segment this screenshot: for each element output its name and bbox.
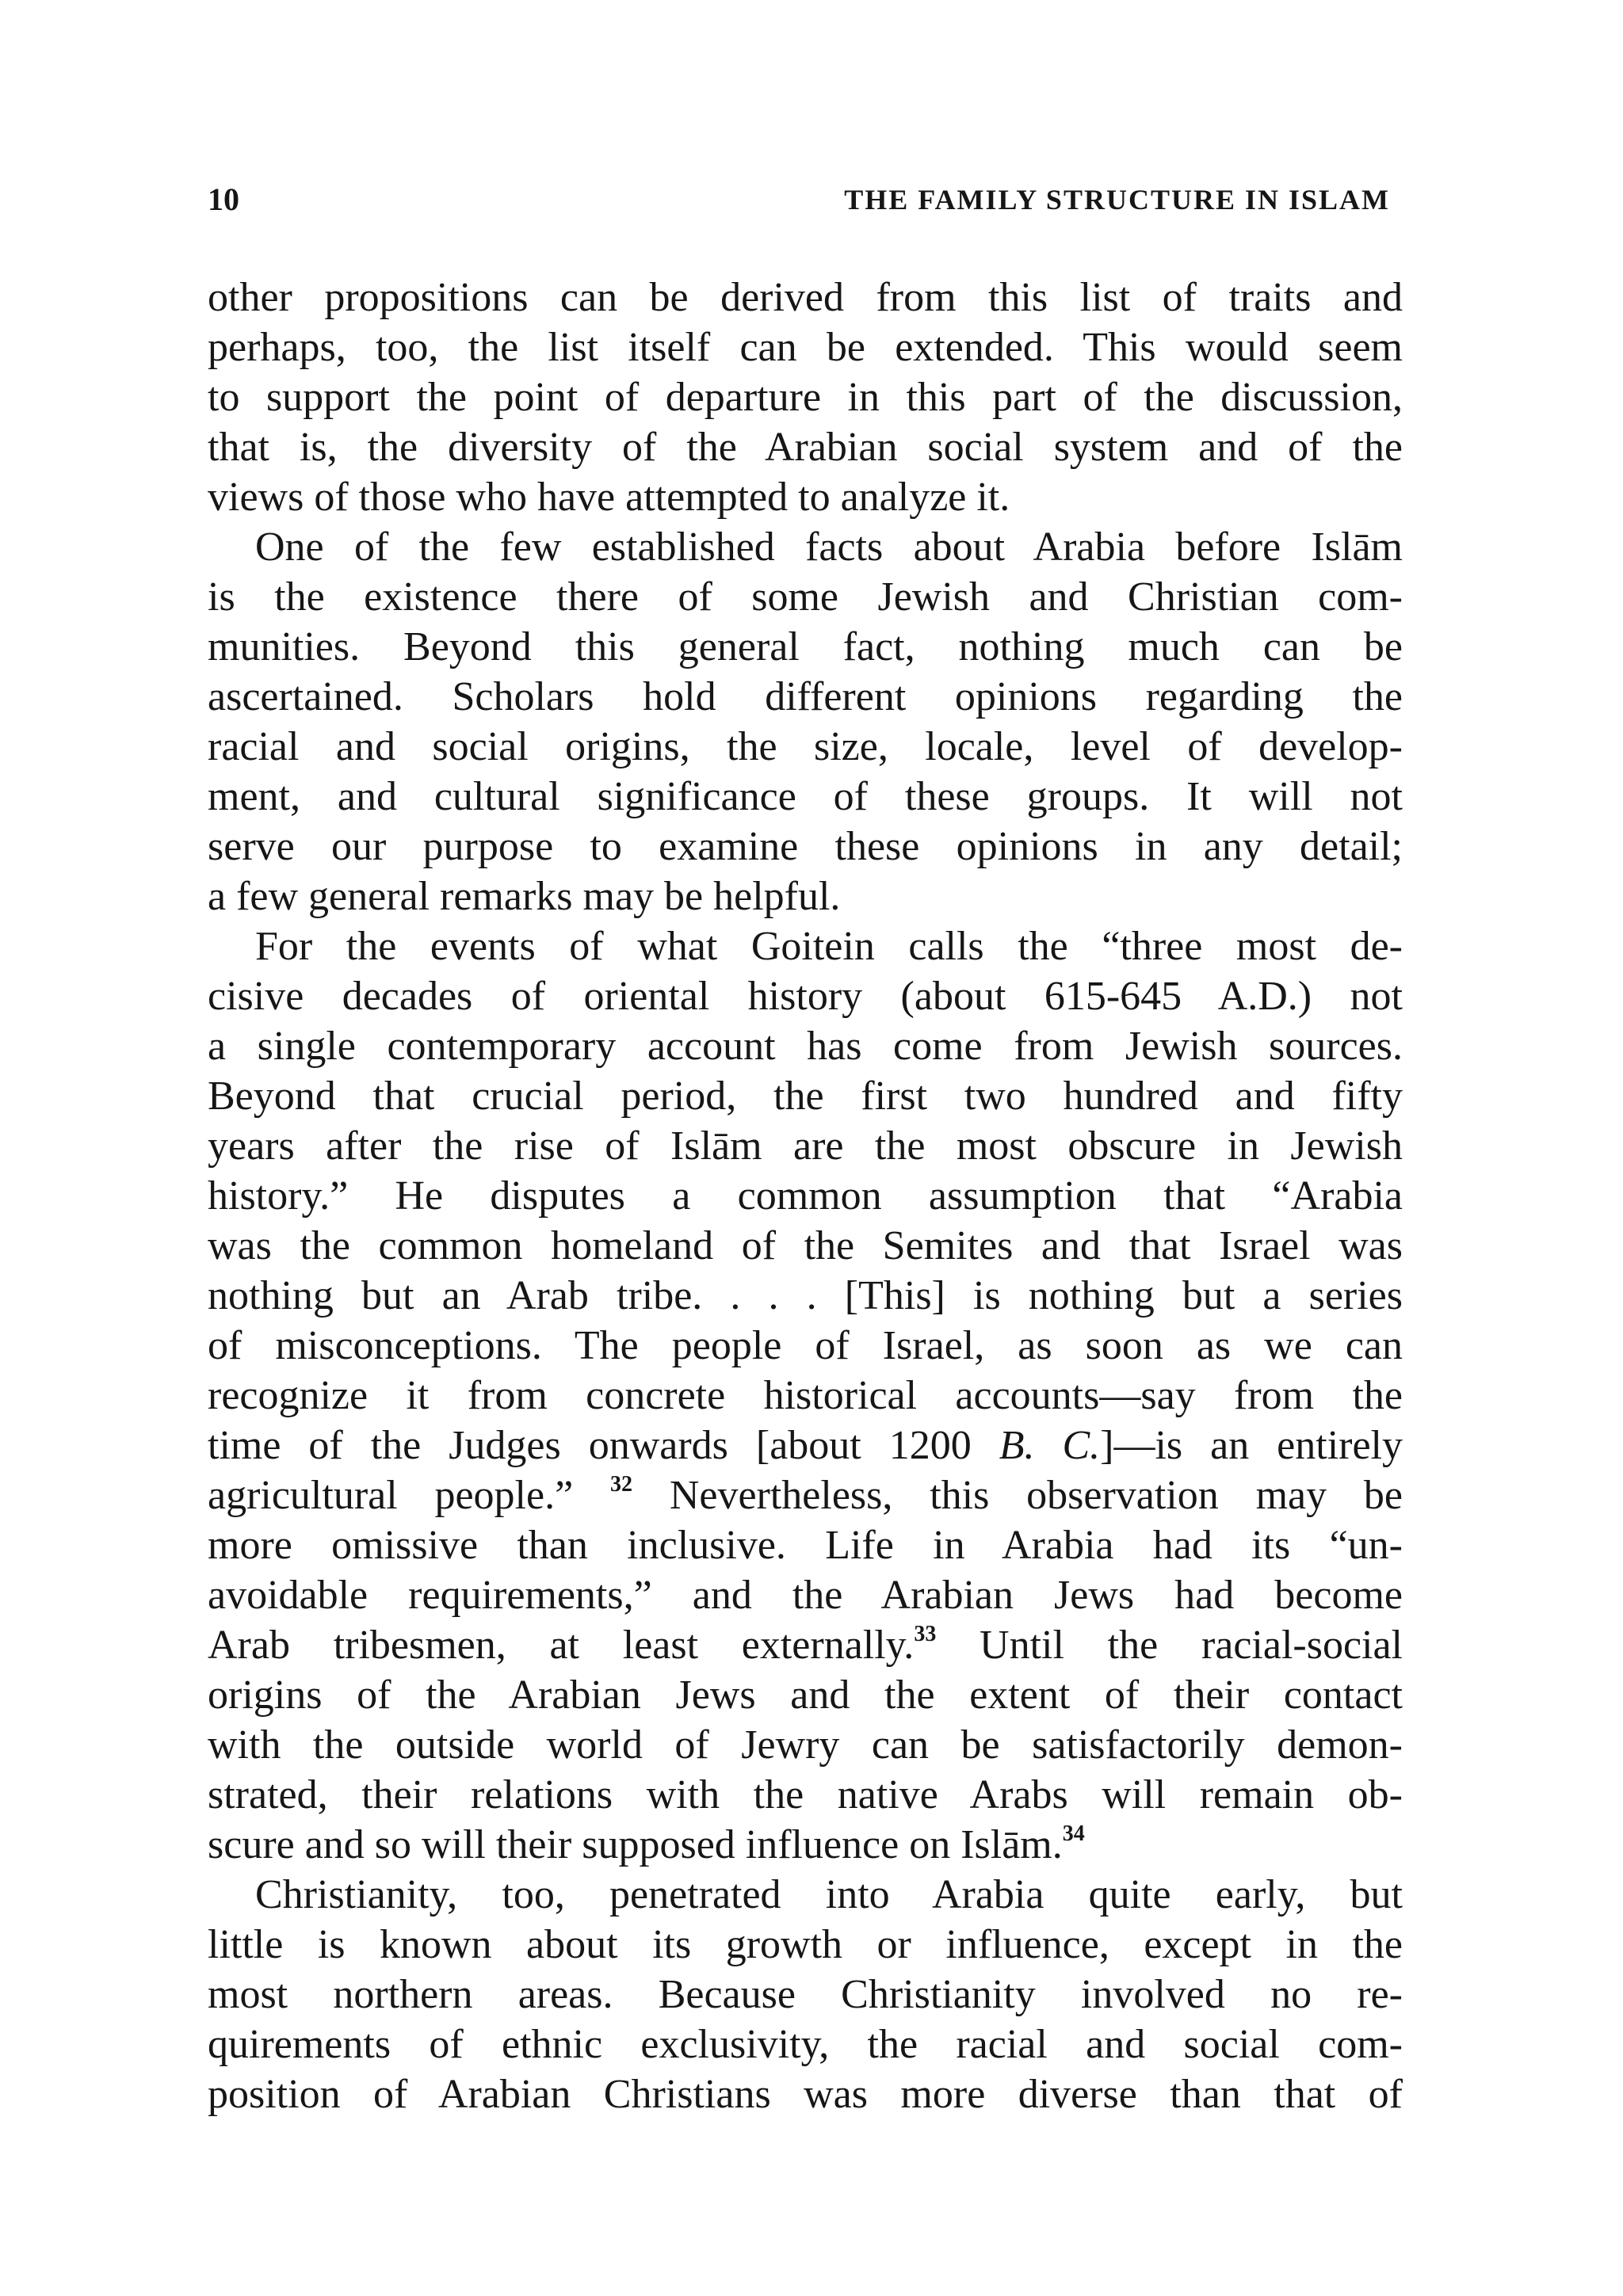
text-line: position of Arabian Christians was more diverse than that of xyxy=(208,2072,1403,2117)
text-line: Christianity, too, penetrated into Arabia quite early, but xyxy=(255,1872,1403,1917)
text-line: was the common homeland of the Semites and that Israel was xyxy=(208,1223,1403,1268)
text-line: with the outside world of Jewry can be satisfactorily demon- xyxy=(208,1722,1403,1768)
text-line: other propositions can be derived from this list of traits and xyxy=(208,275,1403,320)
footnote-ref: 33 xyxy=(914,1622,937,1646)
running-head xyxy=(208,176,1390,223)
text-line: agricultural people.” $^{32}$ Nevertheless, this observation may be xyxy=(208,1472,1403,1518)
paragraph xyxy=(208,522,1403,921)
text-line: time of the Judges onwards [about 1200 B. C.]—is an entirely xyxy=(208,1423,1403,1468)
text-line: strated, their relations with the native Arabs will remain ob- xyxy=(208,1772,1403,1817)
text-line: to support the point of departure in this part of the discussion, xyxy=(208,375,1403,420)
text-line: quirements of ethnic exclusivity, the racial and social com- xyxy=(208,2022,1403,2067)
text-line: racial and social origins, the size, locale, level of develop- xyxy=(208,724,1403,769)
running-title: THE FAMILY STRUCTURE IN ISLAM xyxy=(844,184,1390,215)
paragraph xyxy=(208,921,1403,1870)
text-line: For the events of what Goitein calls the “three most de- xyxy=(255,924,1403,969)
text-line: is the existence there of some Jewish and Christian com- xyxy=(208,574,1403,620)
page-number: 10 xyxy=(208,181,239,217)
text-line: most northern areas. Because Christianity involved no re- xyxy=(208,1972,1403,2017)
text-line: Beyond that crucial period, the first two hundred and fifty xyxy=(208,1074,1403,1119)
text-line: ascertained. Scholars hold different opinions regarding the xyxy=(208,674,1403,719)
footnote-ref: 32 xyxy=(610,1472,632,1497)
text-line: years after the rise of Islām are the most obscure in Jewish xyxy=(208,1123,1403,1169)
body-text xyxy=(208,273,1403,2119)
text-line: perhaps, too, the list itself can be extended. This would seem xyxy=(208,325,1403,370)
text-line: avoidable requirements,” and the Arabian Jews had become xyxy=(208,1573,1403,1618)
text-line: Arab tribesmen, at least externally.$^{33}$ Until the racial-social xyxy=(208,1622,1403,1668)
paragraph xyxy=(208,273,1403,522)
text-line: that is, the diversity of the Arabian social system and of the xyxy=(208,425,1403,470)
text-line: scure and so will their supposed influence on Islām.$^{34}$ xyxy=(208,1821,1085,1867)
footnote-ref: 34 xyxy=(1062,1821,1085,1846)
text-line: origins of the Arabian Jews and the extent of their contact xyxy=(208,1672,1403,1718)
text-line: a single contemporary account has come from Jewish sources. xyxy=(208,1024,1403,1069)
text-line: nothing but an Arab tribe. . . . [This] is nothing but a series xyxy=(208,1273,1403,1318)
text-line: views of those who have attempted to analyze it. xyxy=(208,475,1010,520)
text-line: ment, and cultural significance of these groups. It will not xyxy=(208,774,1403,819)
text-line: more omissive than inclusive. Life in Arabia had its “un- xyxy=(208,1523,1403,1568)
text-line: a few general remarks may be helpful. xyxy=(208,874,841,919)
text-line: recognize it from concrete historical accounts—say from the xyxy=(208,1373,1403,1418)
text-line: little is known about its growth or influence, except in the xyxy=(208,1922,1403,1967)
paragraph xyxy=(208,1870,1403,2119)
text-line: One of the few established facts about Arabia before Islām xyxy=(255,524,1403,570)
text-line: munities. Beyond this general fact, nothing much can be xyxy=(208,624,1403,669)
text-line: cisive decades of oriental history (about 615-645 A.D.) not xyxy=(208,974,1403,1019)
italic-abbrev: B. C. xyxy=(999,1423,1101,1468)
text-line: history.” He disputes a common assumption that “Arabia xyxy=(208,1173,1403,1219)
text-line: serve our purpose to examine these opinions in any detail; xyxy=(208,824,1403,869)
text-line: of misconceptions. The people of Israel, as soon as we can xyxy=(208,1323,1403,1368)
